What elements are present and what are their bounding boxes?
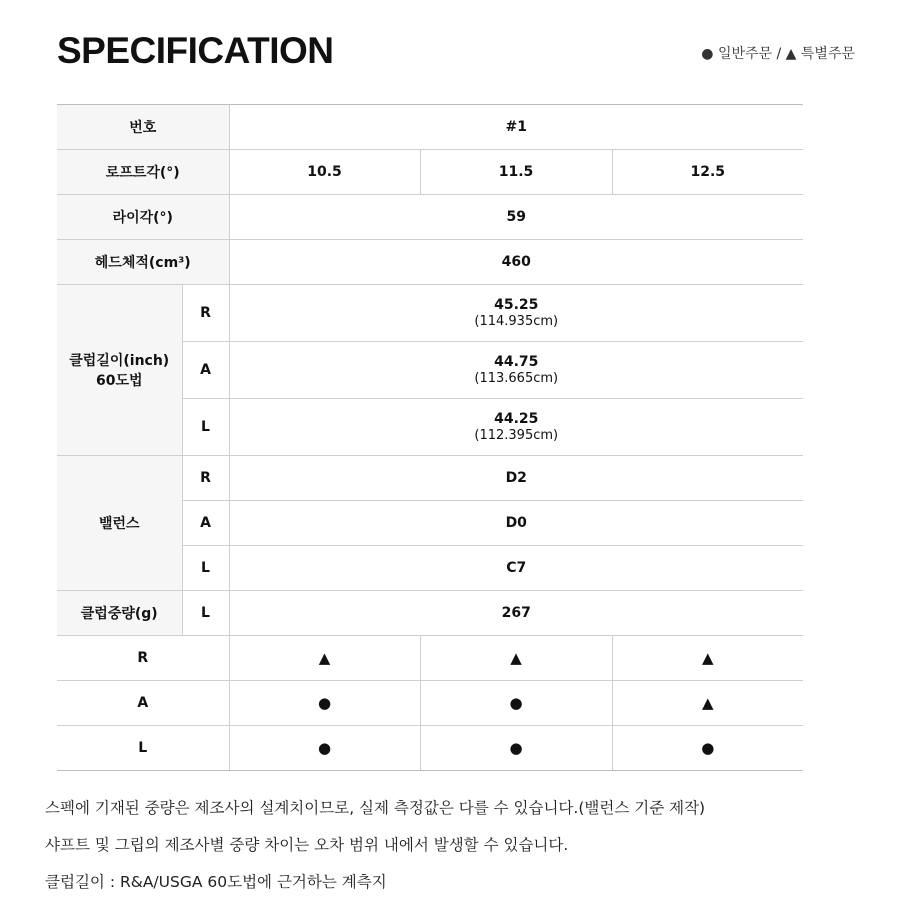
length-inch: 44.25 [494,411,539,427]
head-volume-value: 460 [229,240,803,285]
club-length-method: 60도법 [95,373,143,389]
flex-cell: A [182,342,229,399]
row-label-club-weight: 클럽중량(g) [57,591,182,636]
availability-mark [612,681,803,726]
club-length-value [229,399,803,456]
order-type-legend: ● 일반주문 / ▲ 특별주문 [701,46,855,62]
availability-flex-label: R [57,636,229,681]
table-row [57,105,803,150]
table-row [57,456,803,501]
lie-value: 59 [229,195,803,240]
availability-mark [612,636,803,681]
table-row [57,681,803,726]
length-inch: 45.25 [494,297,539,313]
triangle-icon: ▲ [701,694,714,712]
flex-cell: L [182,399,229,456]
spec-table [57,104,803,771]
availability-mark [420,726,612,771]
table-row [57,195,803,240]
club-length-label: 클럽길이(inch) [69,353,170,369]
row-label-head-volume: 헤드체적(cm³) [57,240,229,285]
table-row [57,726,803,771]
footnote: 스펙에 기재된 중량은 제조사의 설계치이므로, 실제 측정값은 다를 수 있습니다.(밸런스 기준 제작) [45,799,706,817]
loft-value: 12.5 [612,150,803,195]
table-row [57,591,803,636]
triangle-icon: ▲ [510,649,522,667]
availability-mark [229,636,420,681]
circle-icon: ● [701,739,715,757]
loft-value: 11.5 [420,150,612,195]
club-weight-value: 267 [229,591,803,636]
availability-mark [229,681,420,726]
row-label-lie: 라이각(°) [57,195,229,240]
balance-value: C7 [229,546,803,591]
length-inch: 44.75 [494,354,539,370]
table-row [57,636,803,681]
loft-value: 10.5 [229,150,420,195]
number-value: #1 [229,105,803,150]
table-row [57,150,803,195]
availability-mark [420,636,612,681]
footnote: 샤프트 및 그립의 제조사별 중량 차이는 오차 범위 내에서 발생할 수 있습니다. [45,836,569,854]
length-cm: (114.935cm) [474,314,559,329]
circle-icon: ● [509,739,523,757]
flex-cell: L [182,546,229,591]
club-length-value [229,285,803,342]
length-cm: (112.395cm) [474,428,559,443]
flex-cell: R [182,456,229,501]
flex-cell: L [182,591,229,636]
triangle-icon: ▲ [318,649,331,667]
row-label-club-length [57,285,182,456]
circle-icon: ● [317,739,332,757]
flex-cell: R [182,285,229,342]
footnote: 클럽길이 : R&A/USGA 60도법에 근거하는 계측지 [45,873,387,891]
availability-flex-label: L [57,726,229,771]
balance-value: D2 [229,456,803,501]
balance-value: D0 [229,501,803,546]
triangle-icon: ▲ [701,649,714,667]
row-label-loft: 로프트각(°) [57,150,229,195]
availability-flex-label: A [57,681,229,726]
page-title: SPECIFICATION [57,30,334,71]
circle-icon: ● [509,694,523,712]
footnotes [45,790,705,901]
table-row [57,240,803,285]
table-row [57,285,803,342]
availability-mark [420,681,612,726]
circle-icon: ● [317,694,332,712]
row-label-balance: 밸런스 [57,456,182,591]
row-label-number: 번호 [57,105,229,150]
club-length-value [229,342,803,399]
availability-mark [612,726,803,771]
availability-mark [229,726,420,771]
length-cm: (113.665cm) [474,371,559,386]
flex-cell: A [182,501,229,546]
